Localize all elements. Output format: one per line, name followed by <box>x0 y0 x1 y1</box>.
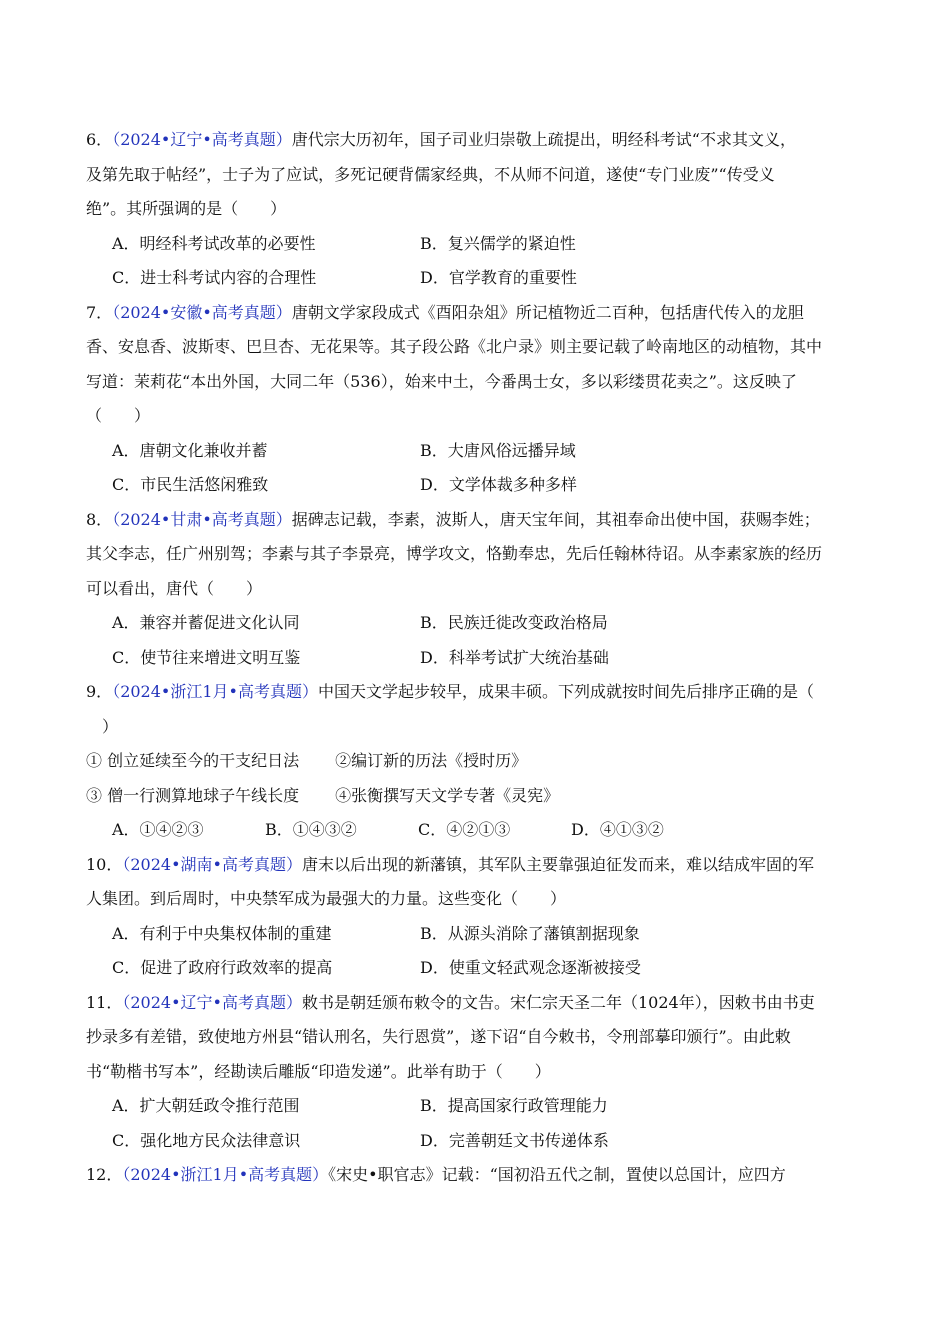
statements-row <box>86 779 866 814</box>
statement-3: ③ 僧一行测算地球子午线长度 <box>86 785 300 805</box>
option-a[interactable]: A．明经科考试改革的必要性 <box>112 233 316 253</box>
option-d[interactable]: D．官学教育的重要性 <box>420 268 577 287</box>
options-row <box>86 917 866 952</box>
statements-row <box>86 744 866 779</box>
option-b[interactable]: B．复兴儒学的紧迫性 <box>420 233 576 253</box>
option-d[interactable]: D．文学体裁多种多样 <box>420 475 577 494</box>
source-tag: （2024•湖南•高考真题） <box>122 854 302 874</box>
option-d[interactable]: D．完善朝廷文书传递体系 <box>420 1130 609 1150</box>
question-text-line: 唐代宗大历初年，国子司业归崇敬上疏提出，明经科考试“不求其文义， <box>291 130 796 149</box>
question-text-line: 绝”。其所强调的是（ ） <box>86 199 287 218</box>
question-10 <box>86 848 866 986</box>
question-text-line: （ ） <box>86 406 151 425</box>
statement-4: ④张衡撰写天文学专著《灵宪》 <box>335 785 560 805</box>
source-tag: （2024•浙江1月•高考真题） <box>112 682 318 701</box>
question-text-line: 抄录多有差错，致使地方州县“错认刑名，失行恩赏”，遂下诏“自今敕书，令刑部摹印颁行”。由此敕 <box>86 1027 791 1046</box>
option-c[interactable]: C．市民生活悠闲雅致 <box>112 475 269 494</box>
question-number: 12． <box>86 1165 123 1184</box>
option-a[interactable]: A．兼容并蓄促进文化认同 <box>112 613 300 632</box>
option-d[interactable]: D．使重文轻武观念逐渐被接受 <box>420 958 641 977</box>
statement-2: ②编订新的历法《授时历》 <box>335 751 528 770</box>
options-row <box>86 641 866 676</box>
question-11 <box>86 986 866 1159</box>
options-row <box>86 227 866 262</box>
option-d[interactable]: D．④①③② <box>571 820 664 839</box>
question-7 <box>86 296 866 503</box>
options-row <box>86 434 866 469</box>
question-text-line: 其父李志，任广州别驾；李素与其子李景亮，博学攻文，恪勤奉忠，先后任翰林待诏。从李素家族的经历 <box>86 544 823 563</box>
question-text-line: 敕书是朝廷颁布敕令的文告。宋仁宗天圣二年（1024年），因敕书由书吏 <box>301 992 815 1012</box>
source-tag: （2024•辽宁•高考真题） <box>112 130 292 149</box>
question-number: 6． <box>86 130 113 149</box>
statement-1: ① 创立延续至今的干支纪日法 <box>86 751 300 770</box>
option-c[interactable]: C．强化地方民众法律意识 <box>112 1130 301 1150</box>
question-text-line: 香、安息香、波斯枣、巴旦杏、无花果等。其子段公路《北户录》则主要记载了岭南地区的动植物，其中 <box>86 337 823 356</box>
question-6 <box>86 123 866 296</box>
question-text-line: 《宋史•职官志》记载：“国初沿五代之制，置使以总国计，应四方 <box>328 1165 786 1184</box>
option-b[interactable]: B．提高国家行政管理能力 <box>420 1096 608 1115</box>
option-a[interactable]: A．扩大朝廷政令推行范围 <box>112 1096 300 1115</box>
question-text-line: 及第先取于帖经”，士子为了应试，多死记硬背儒家经典，不从师不问道，遂使“专门业废”“传受义 <box>86 164 775 184</box>
option-b[interactable]: B．民族迁徙改变政治格局 <box>420 613 608 632</box>
option-a[interactable]: A．有利于中央集权体制的重建 <box>112 923 332 943</box>
question-text-line: ） <box>102 716 119 736</box>
source-tag: （2024•辽宁•高考真题） <box>122 992 302 1012</box>
option-a[interactable]: A．唐朝文化兼收并蓄 <box>112 440 268 460</box>
option-b[interactable]: B．①④③② <box>265 820 357 839</box>
question-8 <box>86 503 866 676</box>
question-text-line: 唐末以后出现的新藩镇，其军队主要靠强迫征发而来，难以结成牢固的军 <box>301 854 814 874</box>
question-text-line: 唐朝文学家段成式《酉阳杂俎》所记植物近二百种，包括唐代传入的龙胆 <box>291 302 804 322</box>
option-c[interactable]: C．促进了政府行政效率的提高 <box>112 958 333 977</box>
option-b[interactable]: B．大唐风俗远播异域 <box>420 440 576 460</box>
options-row <box>86 606 866 641</box>
question-12 <box>86 1158 866 1193</box>
options-row <box>86 813 866 848</box>
option-a[interactable]: A．①④②③ <box>112 820 204 839</box>
question-number: 8． <box>86 509 113 529</box>
question-text-line: 可以看出，唐代（ ） <box>86 578 263 598</box>
option-c[interactable]: C．使节往来增进文明互鉴 <box>112 647 301 667</box>
options-row <box>86 1089 866 1124</box>
option-d[interactable]: D．科举考试扩大统治基础 <box>420 647 609 667</box>
options-row <box>86 951 866 986</box>
option-c[interactable]: C．④②①③ <box>418 820 511 839</box>
question-number: 11． <box>86 992 123 1012</box>
options-row <box>86 1124 866 1159</box>
question-text-line: 据碑志记载，李素，波斯人，唐天宝年间，其祖奉命出使中国，获赐李姓； <box>291 509 820 529</box>
option-b[interactable]: B．从源头消除了藩镇割据现象 <box>420 923 640 943</box>
options-row <box>86 468 866 503</box>
question-text-line: 中国天文学起步较早，成果丰硕。下列成就按时间先后排序正确的是（ <box>317 682 814 701</box>
options-row <box>86 261 866 296</box>
question-number: 10． <box>86 854 123 874</box>
source-tag: （2024•甘肃•高考真题） <box>112 509 292 529</box>
source-tag: （2024•安徽•高考真题） <box>112 302 292 322</box>
question-text-line: 人集团。到后周时，中央禁军成为最强大的力量。这些变化（ ） <box>86 889 567 908</box>
question-text-line: 书“勒楷书写本”，经勘读后雕版“印造发递”。此举有助于（ ） <box>86 1061 551 1081</box>
question-text-line: 写道：茉莉花“本出外国，大同二年（536），始来中土，今番禺士女，多以彩缕贯花卖之”。这反映了 <box>86 371 797 391</box>
question-9 <box>86 675 866 848</box>
source-tag: （2024•浙江1月•高考真题） <box>122 1165 329 1184</box>
question-number: 9． <box>86 682 113 701</box>
option-c[interactable]: C．进士科考试内容的合理性 <box>112 268 317 287</box>
question-list <box>86 123 866 1193</box>
question-number: 7． <box>86 302 113 322</box>
